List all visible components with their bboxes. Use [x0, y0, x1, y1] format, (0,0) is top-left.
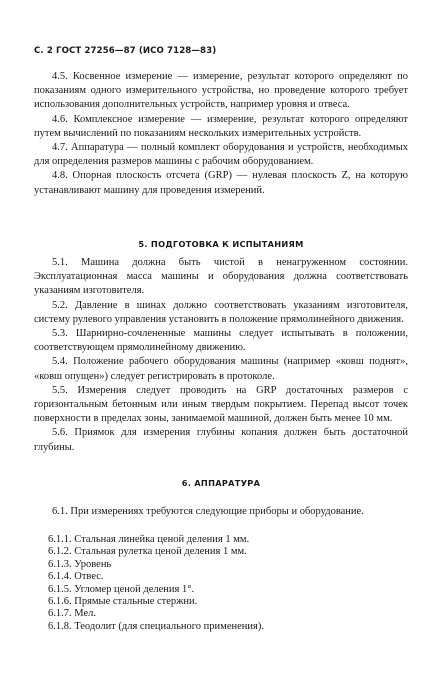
paragraph-5-2: 5.2. Давление в шинах должно соответствовать указаниям изготовителя, систему рулевого управления установить в положение прямолинейного движения.: [34, 299, 408, 325]
equipment-list: [34, 534, 408, 633]
section-5-body: [34, 256, 408, 455]
section-6-body: [34, 505, 408, 519]
paragraph-5-5: 5.5. Измерения следует проводить на GRP достаточных размеров с горизонтальным бетонным или иным твердым покрытием. Перепад высот точек поверхности в пределах зоны, занимаемой машиной, должен быть менее 10 мм.: [34, 384, 408, 425]
list-item: 6.1.6. Прямые стальные стержни.: [48, 596, 198, 608]
paragraph-5-4: 5.4. Положение рабочего оборудования машины (например «ковш поднят», «ковш опущен») следует регистрировать в протоколе.: [34, 356, 408, 382]
paragraph-5-1: 5.1. Машина должна быть чистой в ненагруженном состоянии. Эксплуатационная масса машины и оборудования должна соответствовать указаниям изготовителя.: [34, 257, 408, 297]
paragraph-6-1: 6.1. При измерениях требуются следующие приборы и оборудование.: [52, 506, 364, 517]
paragraph-4-5: 4.5. Косвенное измерение — измерение, результат которого определяют по показаниям одного измерительного устройства, но проведение которого требует использования дополнительных устройств, например уровня и отвеса.: [34, 71, 408, 111]
section-6-title: 6. АППАРАТУРА: [181, 478, 261, 488]
section-6-heading-wrap: [34, 476, 408, 490]
section-5-heading-wrap: [34, 237, 408, 251]
list-item: 6.1.2. Стальная рулетка ценой деления 1 мм.: [48, 546, 247, 558]
paragraph-4-8: 4.8. Опорная плоскость отсчета (GRP) — нулевая плоскость Z, на которую устанавливают машину для проведения измерений.: [34, 170, 408, 196]
definitions-block: [34, 70, 408, 198]
list-item: 6.1.4. Отвес.: [48, 571, 104, 583]
page-header: С. 2 ГОСТ 27256—87 (ИСО 7128—83): [34, 46, 217, 56]
list-item: 6.1.5. Угломер ценой деления 1°.: [48, 583, 195, 595]
section-5-title: 5. ПОДГОТОВКА К ИСПЫТАНИЯМ: [138, 239, 304, 249]
paragraph-4-6: 4.6. Комплексное измерение — измерение, результат которого определяют путем вычислений по показаниям нескольких измерительных устройств.: [34, 113, 408, 139]
list-item: 6.1.3. Уровень: [48, 558, 112, 570]
list-item: 6.1.8. Теодолит (для специального применения).: [48, 620, 264, 632]
list-item: 6.1.1. Стальная линейка ценой деления 1 мм.: [48, 534, 250, 545]
paragraph-5-6: 5.6. Приямок для измерения глубины копания должен быть достаточной глубины.: [34, 427, 408, 453]
list-item: 6.1.7. Мел.: [48, 608, 96, 620]
paragraph-4-7: 4.7. Аппаратура — полный комплект оборудования и устройств, необходимых для определения размеров машины с рабочим оборудованием.: [34, 142, 408, 168]
paragraph-5-3: 5.3. Шарнирно-сочлененные машины следует испытывать в положении, соответствующем прямолинейному движению.: [34, 328, 408, 354]
